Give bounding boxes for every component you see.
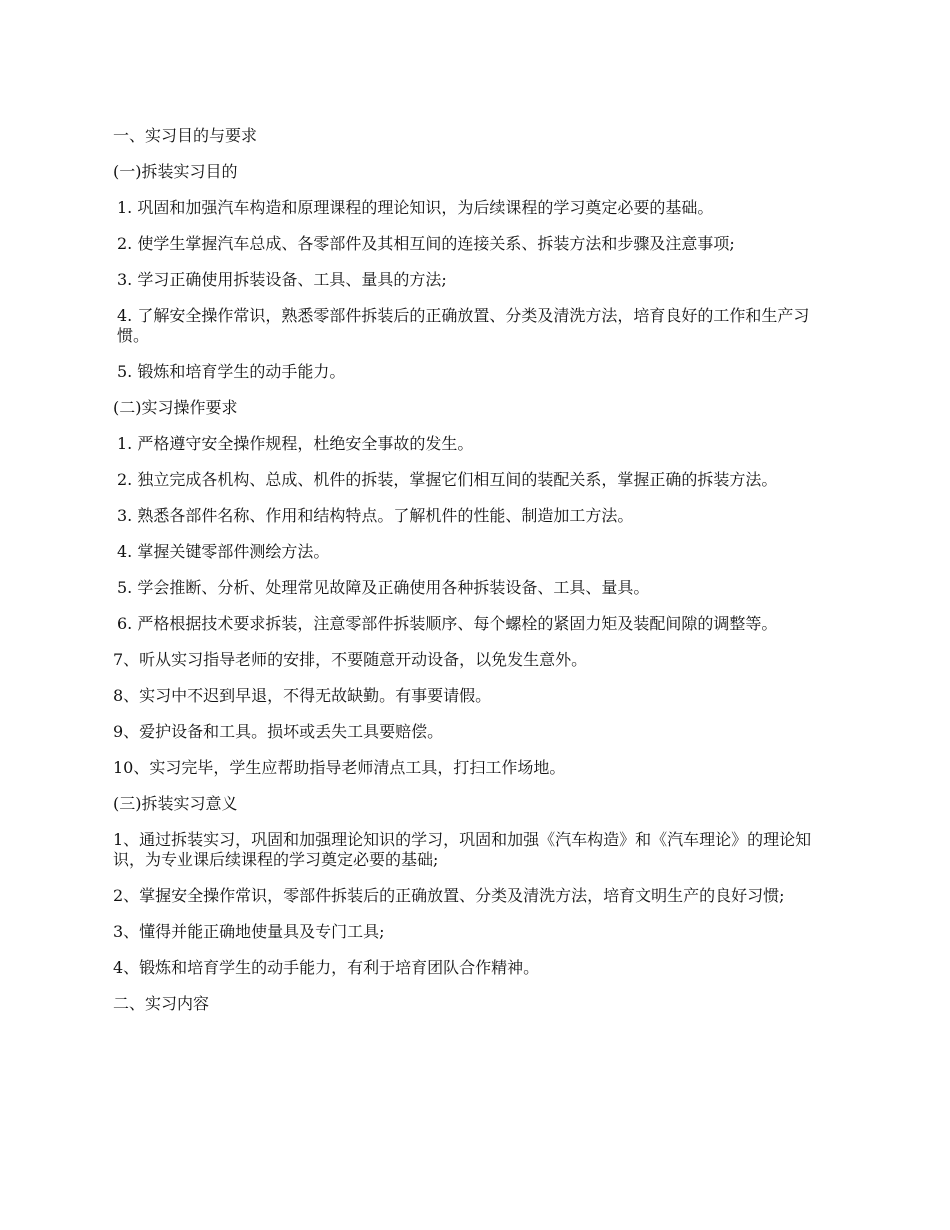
list-item: 1、通过拆装实习，巩固和加强理论知识的学习，巩固和加强《汽车构造》和《汽车理论》的理论知识，为专业课后续课程的学习奠定必要的基础; <box>113 830 812 869</box>
subsection-heading: (一)拆装实习目的 <box>113 162 238 181</box>
list-item: 1. 严格遵守安全操作规程，杜绝安全事故的发生。 <box>117 434 474 453</box>
list-item: 2. 独立完成各机构、总成、机件的拆装，掌握它们相互间的装配关系，掌握正确的拆装方法。 <box>117 470 778 489</box>
list-item: 6. 严格根据技术要求拆装，注意零部件拆装顺序、每个螺栓的紧固力矩及装配间隙的调整等。 <box>117 614 778 633</box>
subsection-heading: (三)拆装实习意义 <box>113 794 238 813</box>
list-item: 1. 巩固和加强汽车构造和原理课程的理论知识，为后续课程的学习奠定必要的基础。 <box>117 198 714 217</box>
list-item: 7、听从实习指导老师的安排，不要随意开动设备，以免发生意外。 <box>113 650 588 669</box>
list-item: 5. 锻炼和培育学生的动手能力。 <box>117 362 346 381</box>
list-item: 8、实习中不迟到早退，不得无故缺勤。有事要请假。 <box>113 686 492 705</box>
list-item: 4. 掌握关键零部件测绘方法。 <box>117 542 330 561</box>
section-heading: 二、实习内容 <box>113 994 210 1013</box>
subsection-heading: (二)实习操作要求 <box>113 398 238 417</box>
list-item: 3. 学习正确使用拆装设备、工具、量具的方法; <box>117 270 447 289</box>
list-item: 9、爱护设备和工具。损坏或丢失工具要赔偿。 <box>113 722 444 741</box>
list-item: 4. 了解安全操作常识，熟悉零部件拆装后的正确放置、分类及清洗方法，培育良好的工作和生产习惯。 <box>117 306 810 345</box>
list-item: 3. 熟悉各部件名称、作用和结构特点。了解机件的性能、制造加工方法。 <box>117 506 634 525</box>
list-item: 2. 使学生掌握汽车总成、各零部件及其相互间的连接关系、拆装方法和步骤及注意事项; <box>117 234 735 253</box>
list-item: 10、实习完毕，学生应帮助指导老师清点工具，打扫工作场地。 <box>113 758 566 777</box>
list-item: 5. 学会推断、分析、处理常见故障及正确使用各种拆装设备、工具、量具。 <box>117 578 650 597</box>
section-heading: 一、实习目的与要求 <box>113 126 258 145</box>
list-item: 4、锻炼和培育学生的动手能力，有利于培育团队合作精神。 <box>113 958 540 977</box>
list-item: 2、掌握安全操作常识，零部件拆装后的正确放置、分类及清洗方法，培育文明生产的良好习惯; <box>113 886 785 905</box>
list-item: 3、懂得并能正确地使量具及专门工具; <box>113 922 385 941</box>
